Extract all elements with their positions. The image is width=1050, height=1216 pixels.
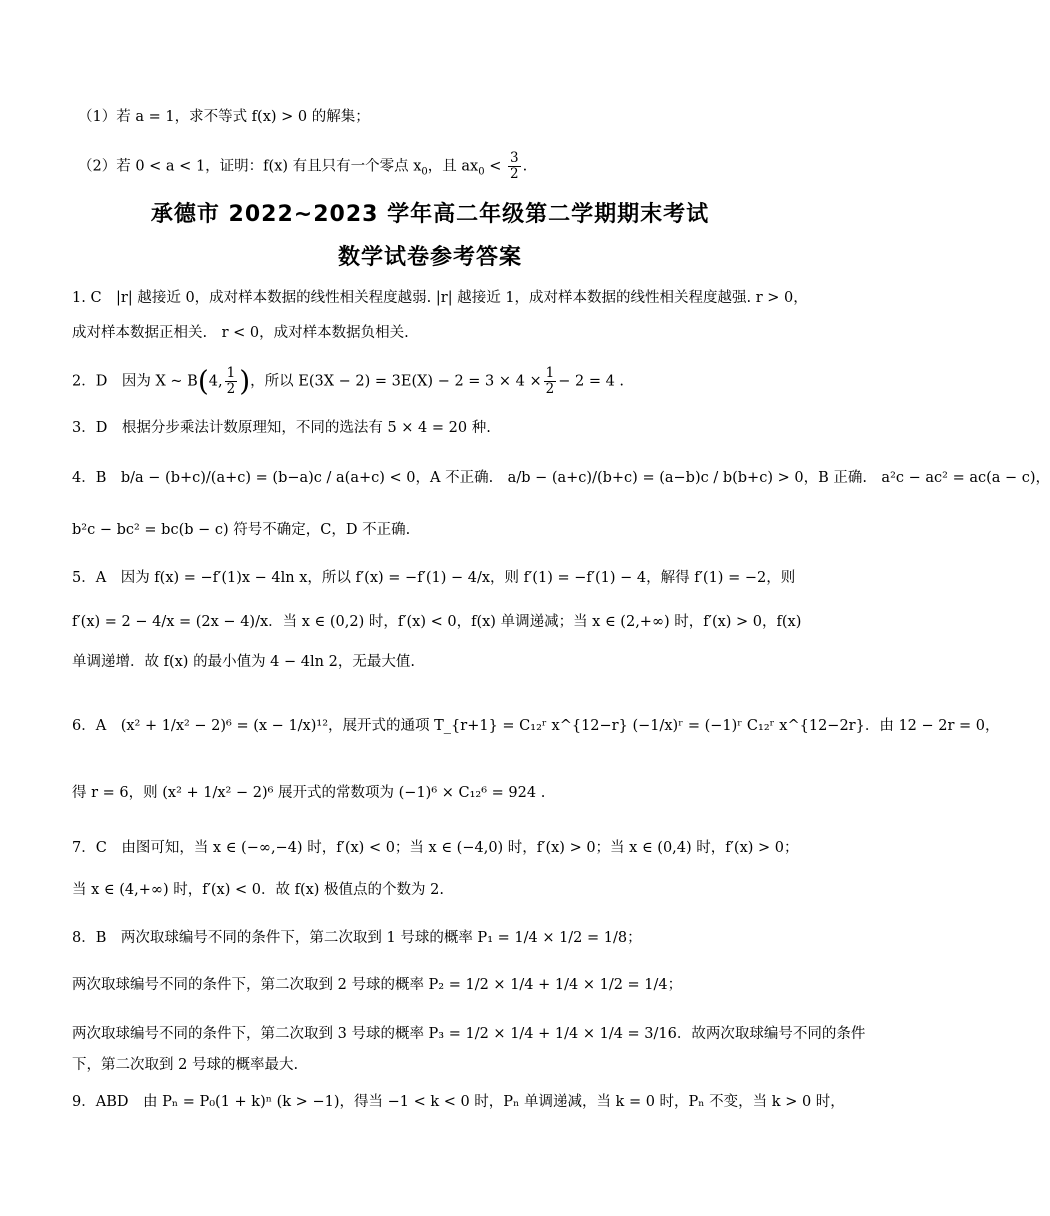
answer-4-line-1: 4．B b/a − (b+c)/(a+c) = (b−a)c / a(a+c) < 0，A 不正确. a/b − (a+c)/(b+c) = (a−b)c / b(b+c) > 0，B 正确. a²c − ac² = ac(a − c)，	[72, 470, 1050, 486]
fraction-one-half: $\frac{1}{2}$	[226, 365, 236, 397]
question-part-1: （1）若 a = 1，求不等式 f(x) > 0 的解集；	[78, 109, 370, 125]
answer-7-line-2: 当 x ∈ (4,+∞) 时，f′(x) < 0．故 f(x) 极值点的个数为 2.	[72, 882, 444, 898]
answer-3: 3．D 根据分步乘法计数原理知，不同的选法有 5 × 4 = 20 种.	[72, 420, 491, 436]
answer-8-line-3: 两次取球编号不同的条件下，第二次取到 3 号球的概率 P₃ = 1/2 × 1/4 + 1/4 × 1/4 = 3/16．故两次取球编号不同的条件	[72, 1026, 866, 1042]
answer-8-line-2: 两次取球编号不同的条件下，第二次取到 2 号球的概率 P₂ = 1/2 × 1/4 + 1/4 × 1/2 = 1/4；	[72, 977, 683, 993]
answer-1-line-1: 1. C |r| 越接近 0，成对样本数据的线性相关程度越弱. |r| 越接近 1，成对样本数据的线性相关程度越强. r > 0，	[72, 290, 808, 306]
answer-8-line-4: 下，第二次取到 2 号球的概率最大.	[72, 1057, 299, 1073]
answer-6-line-1: 6．A (x² + 1/x² − 2)⁶ = (x − 1/x)¹²，展开式的通项 T_{r+1} = C₁₂ʳ x^{12−r} (−1/x)ʳ = (−1)ʳ C₁₂ʳ x^{12−2r}．由 12 − 2r = 0，	[72, 718, 1000, 734]
fraction-one-half-b: $\frac{1}{2}$	[545, 365, 555, 397]
answer-5-line-3: 单调递增．故 f(x) 的最小值为 4 − 4ln 2，无最大值.	[72, 654, 415, 670]
answer-7-line-1: 7．C 由图可知，当 x ∈ (−∞,−4) 时，f′(x) < 0；当 x ∈ (−4,0) 时，f′(x) > 0；当 x ∈ (0,4) 时，f′(x) > 0；	[72, 840, 799, 856]
exam-title: 承德市 2022~2023 学年高二年级第二学期期末考试	[150, 202, 710, 227]
answer-subtitle: 数学试卷参考答案	[337, 245, 522, 270]
question-part-2: （2）若 0 < a < 1，证明：f(x) 有且只有一个零点 $x_0$，且 $ax_0$ < $\frac{3}{2}$ .	[78, 150, 528, 182]
answer-2: 2．D 因为 X ~ B(4, $\frac{1}{2}$ )，所以 E(3X − 2) = 3E(X) − 2 = 3 × 4 × $\frac{1}{2}$ − 2 = 4 .	[72, 364, 625, 398]
answer-1-line-2: 成对样本数据正相关. r < 0，成对样本数据负相关.	[72, 325, 409, 341]
answer-8-line-1: 8．B 两次取球编号不同的条件下，第二次取到 1 号球的概率 P₁ = 1/4 × 1/2 = 1/8；	[72, 930, 642, 946]
fraction-three-halves: $\frac{3}{2}$	[509, 150, 519, 182]
answer-5-line-2: f′(x) = 2 − 4/x = (2x − 4)/x．当 x ∈ (0,2) 时，f′(x) < 0，f(x) 单调递减；当 x ∈ (2,+∞) 时，f′(x) > 0，f(x)	[72, 614, 802, 630]
answer-4-line-2: b²c − bc² = bc(b − c) 符号不确定，C，D 不正确.	[72, 522, 411, 538]
answer-9-line-1: 9．ABD 由 Pₙ = P₀(1 + k)ⁿ (k > −1)，得当 −1 < k < 0 时，Pₙ 单调递减，当 k = 0 时，Pₙ 不变，当 k > 0 时，	[72, 1094, 845, 1110]
answer-5-line-1: 5．A 因为 f(x) = −f′(1)x − 4ln x，所以 f′(x) = −f′(1) − 4/x，则 f′(1) = −f′(1) − 4，解得 f′(1) = −2，则	[72, 570, 796, 586]
answer-6-line-2: 得 r = 6，则 (x² + 1/x² − 2)⁶ 展开式的常数项为 (−1)⁶ × C₁₂⁶ = 924 .	[72, 785, 546, 801]
